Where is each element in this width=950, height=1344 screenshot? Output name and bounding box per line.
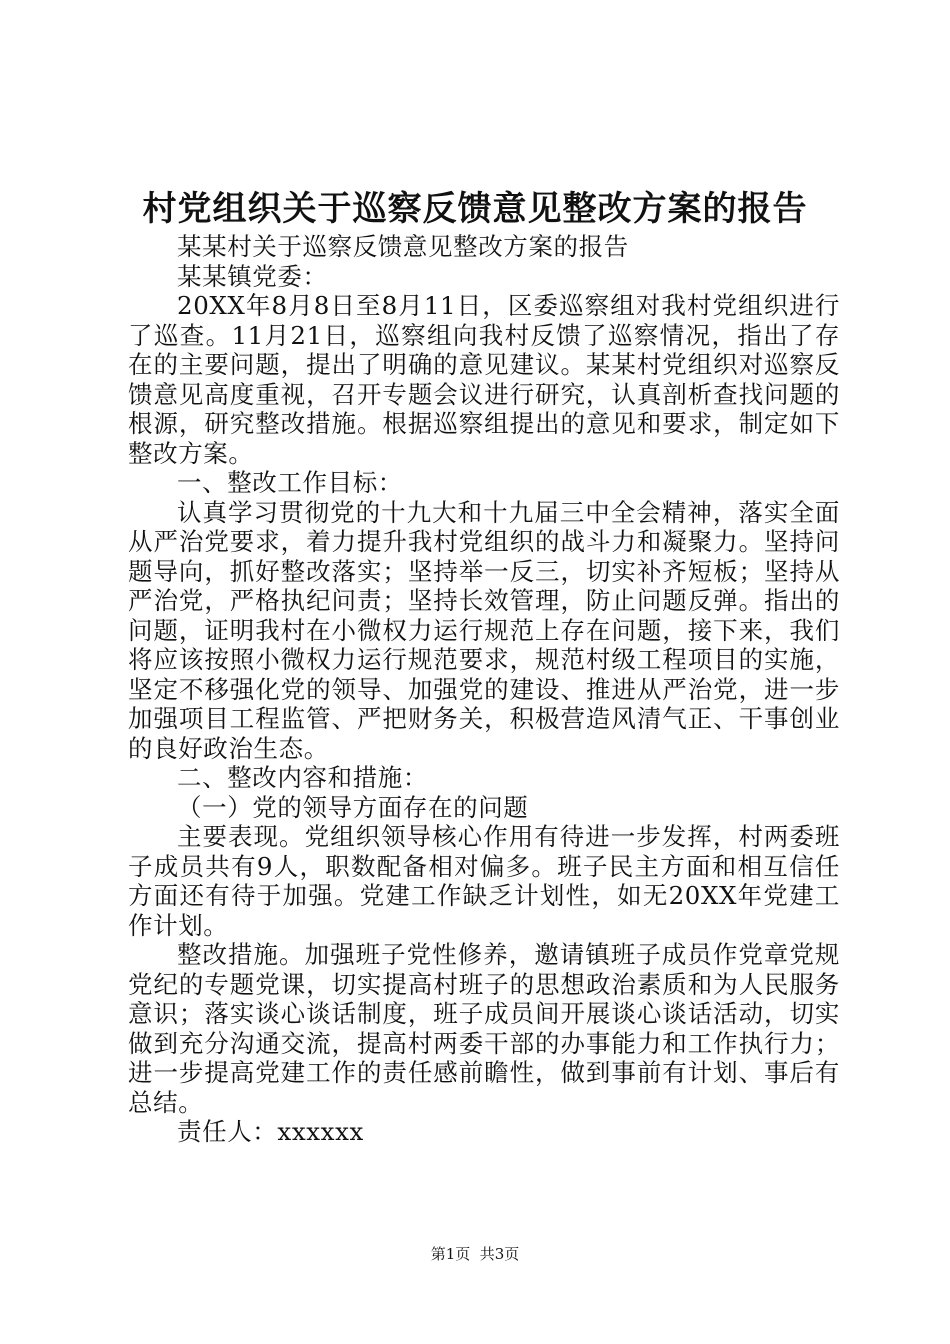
paragraph-goals: 认真学习贯彻党的十九大和十九届三中全会精神，落实全面从严治党要求，着力提升我村党组织的战斗力和凝聚力。坚持问题导向，抓好整改落实；坚持举一反三，切实补齐短板；坚持从严治党，严格执纪问责；坚持长效管理，防止问题反弹。指出的问题，证明我村在小微权力运行规范上存在问题，接下来，我们将应该按照小微权力运行规范要求，规范村级工程项目的实施，坚定不移强化党的领导、加强党的建设、推进从严治党，进一步加强项目工程监管、严把财务关，积极营造风清气正、干事创业的良好政治生态。 xyxy=(128,497,840,763)
section-heading-measures: 二、整改内容和措施： xyxy=(177,763,428,792)
section-heading-goals: 一、整改工作目标： xyxy=(177,468,403,497)
document-title: 村党组织关于巡察反馈意见整改方案的报告 xyxy=(142,189,808,229)
paragraph-subtitle: 某某村关于巡察反馈意见整改方案的报告 xyxy=(177,232,629,261)
document-body xyxy=(128,232,840,1147)
paragraph-addressee: 某某镇党委： xyxy=(177,261,328,291)
paragraph-intro: 20XX年8月8日至8月11日，区委巡察组对我村党组织进行了巡查。11月21日，巡察组向我村反馈了巡察情况，指出了存在的主要问题，提出了明确的意见建议。某某村党组织对巡察反馈意见高度重视，召开专题会议进行研究，认真剖析查找问题的根源，研究整改措施。根据巡察组提出的意见和要求，制定如下整改方案。 xyxy=(128,291,840,468)
paragraph-measures: 整改措施。加强班子党性修养，邀请镇班子成员作党章党规党纪的专题党课，切实提高村班子的思想政治素质和为人民服务意识；落实谈心谈话制度，班子成员间开展谈心谈话活动，切实做到充分沟通交流，提高村两委干部的办事能力和工作执行力；进一步提高党建工作的责任感前瞻性，做到事前有计划、事后有总结。 xyxy=(128,940,840,1117)
paragraph-main-issues: 主要表现。党组织领导核心作用有待进一步发挥，村两委班子成员共有9人，职数配备相对偏多。班子民主方面和相互信任方面还有待于加强。党建工作缺乏计划性，如无20XX年党建工作计划。 xyxy=(128,822,840,940)
subsection-heading-leadership: （一）党的领导方面存在的问题 xyxy=(177,792,529,822)
paragraph-responsible: 责任人：xxxxxx xyxy=(177,1117,364,1146)
page-footer: 第1页 共3页 xyxy=(430,1245,520,1263)
